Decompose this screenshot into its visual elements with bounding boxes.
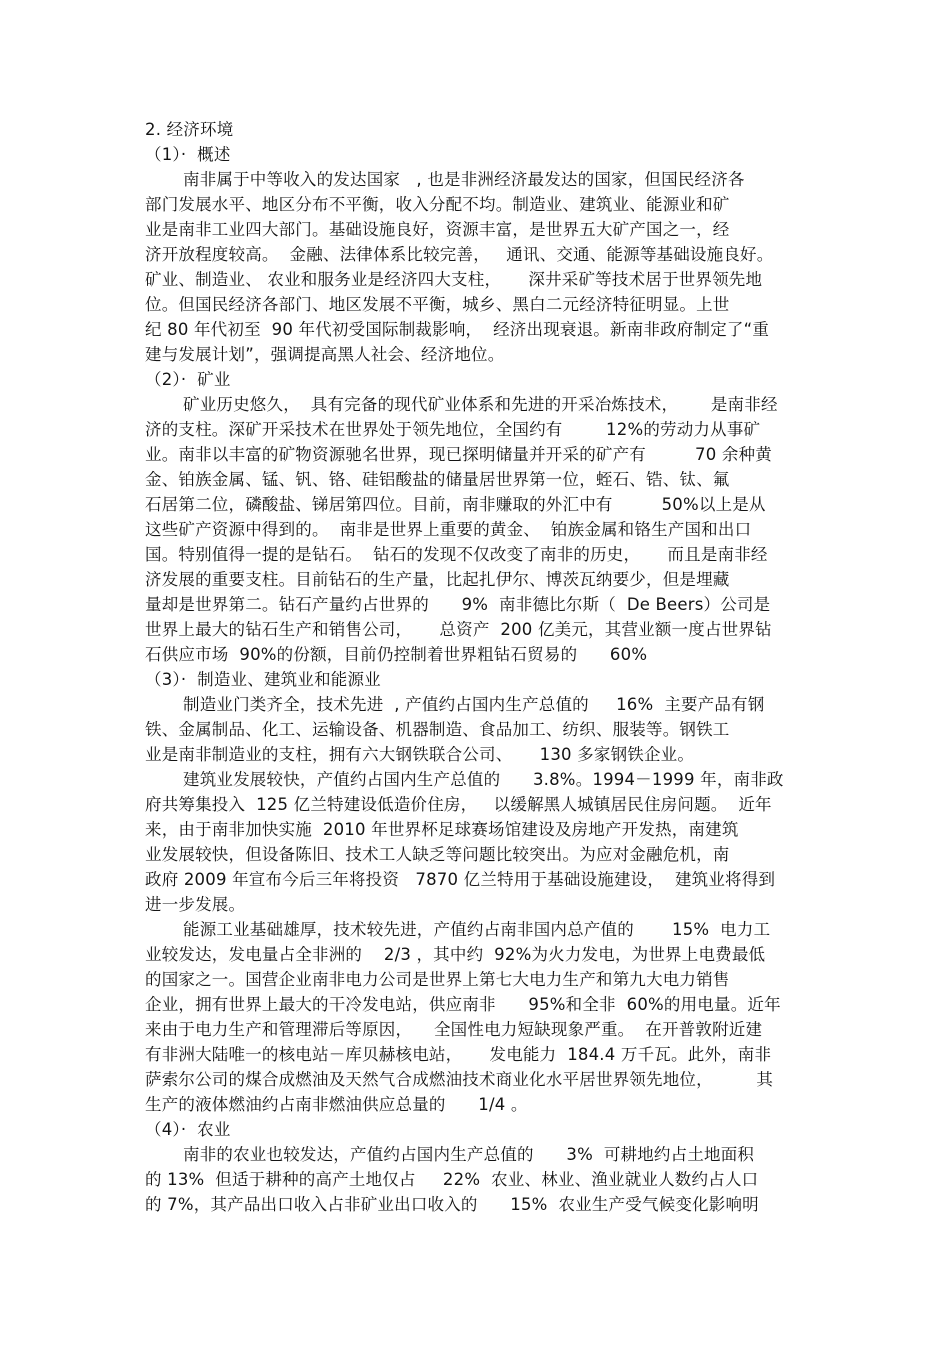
subsection-heading: （3）· 制造业、建筑业和能源业 (145, 670, 381, 689)
text-line: 生产的液体燃油约占南非燃油供应总量的 1/4 。 (145, 1095, 528, 1114)
text-line: 业发展较快，但设备陈旧、技术工人缺乏等问题比较突出。为应对金融危机，南 (145, 845, 730, 864)
text-line: 南非属于中等收入的发达国家 , 也是非洲经济最发达的国家，但国民经济各 (183, 170, 745, 189)
text-line: 业较发达，发电量占全非洲的 2/3 ，其中约 92%为火力发电，为世界上电费最低 (145, 945, 766, 964)
text-line: 能源工业基础雄厚，技术较先进，产值约占南非国内总产值的 15% 电力工 (183, 920, 771, 939)
text-line: 的 13% 但适于耕种的高产土地仅占 22% 农业、林业、渔业就业人数约占人口 (145, 1170, 759, 1189)
text-line: 矿业、制造业、 农业和服务业是经济四大支柱， 深井采矿等技术居于世界领先地 (145, 270, 763, 289)
text-line: 位。但国民经济各部门、地区发展不平衡，城乡、黑白二元经济特征明显。上世 (145, 295, 730, 314)
text-line: 建与发展计划”，强调提高黑人社会、经济地位。 (145, 345, 505, 364)
text-line: 企业，拥有世界上最大的干冷发电站，供应南非 95%和全非 60%的用电量。近年 (145, 995, 781, 1014)
text-line: 南非的农业也较发达，产值约占国内生产总值的 3% 可耕地约占土地面积 (183, 1145, 755, 1164)
text-line: 国。特别值得一提的是钻石。 钻石的发现不仅改变了南非的历史， 而且是南非经 (145, 545, 768, 564)
text-line: 有非洲大陆唯一的核电站－库贝赫核电站， 发电能力 184.4 万千瓦。此外，南非 (145, 1045, 772, 1064)
text-line: 业。南非以丰富的矿物资源驰名世界，现已探明储量并开采的矿产有 70 余种黄 (145, 445, 772, 464)
text-line: 世界上最大的钻石生产和销售公司， 总资产 200 亿美元，其营业额一度占世界钻 (145, 620, 772, 639)
section-heading: 2. 经济环境 (145, 120, 234, 139)
text-line: 部门发展水平、地区分布不平衡，收入分配不均。制造业、建筑业、能源业和矿 (145, 195, 730, 214)
text-line: 进一步发展。 (145, 895, 246, 914)
text-line: 铁、金属制品、化工、运输设备、机器制造、食品加工、纺织、服装等。钢铁工 (145, 720, 730, 739)
text-line: 业是南非制造业的支柱，拥有六大钢铁联合公司、 130 多家钢铁企业。 (145, 745, 695, 764)
text-line: 石居第二位，磷酸盐、锑居第四位。目前，南非赚取的外汇中有 50%以上是从 (145, 495, 766, 514)
text-line: 府共筹集投入 125 亿兰特建设低造价住房， 以缓解黑人城镇居民住房问题。 近年 (145, 795, 772, 814)
text-line: 政府 2009 年宣布今后三年将投资 7870 亿兰特用于基础设施建设， 建筑业将得到 (145, 870, 776, 889)
subsection-heading: （4）· 农业 (145, 1120, 231, 1139)
text-line: 建筑业发展较快，产值约占国内生产总值的 3.8%。1994－1999 年，南非政 (183, 770, 784, 789)
text-line: 金、铂族金属、锰、钒、铬、硅铝酸盐的储量居世界第一位，蛭石、锆、钛、氟 (145, 470, 730, 489)
text-line: 来，由于南非加快实施 2010 年世界杯足球赛场馆建设及房地产开发热，南建筑 (145, 820, 739, 839)
text-line: 纪 80 年代初至 90 年代初受国际制裁影响， 经济出现衰退。新南非政府制定了“重 (145, 320, 770, 339)
text-line: 制造业门类齐全，技术先进 , 产值约占国内生产总值的 16% 主要产品有钢 (183, 695, 765, 714)
text-line: 济发展的重要支柱。目前钻石的生产量，比起扎伊尔、博茨瓦纳要少，但是埋藏 (145, 570, 730, 589)
text-line: 这些矿产资源中得到的。 南非是世界上重要的黄金、 铂族金属和铬生产国和出口 (145, 520, 752, 539)
text-line: 的国家之一。国营企业南非电力公司是世界上第七大电力生产和第九大电力销售 (145, 970, 730, 989)
text-line: 石供应市场 90%的份额，目前仍控制着世界粗钻石贸易的 60% (145, 645, 648, 664)
text-line: 来由于电力生产和管理滞后等原因， 全国性电力短缺现象严重。 在开普敦附近建 (145, 1020, 763, 1039)
text-line: 萨索尔公司的煤合成燃油及天然气合成燃油技术商业化水平居世界领先地位， 其 (145, 1070, 774, 1089)
text-line: 济的支柱。深矿开采技术在世界处于领先地位，全国约有 12%的劳动力从事矿 (145, 420, 761, 439)
text-line: 矿业历史悠久， 具有完备的现代矿业体系和先进的开采冶炼技术， 是南非经 (183, 395, 778, 414)
subsection-heading: （1）· 概述 (145, 145, 231, 164)
text-line: 量却是世界第二。钻石产量约占世界的 9% 南非德比尔斯（ De Beers）公司是 (145, 595, 771, 614)
text-line: 济开放程度较高。 金融、法律体系比较完善， 通讯、交通、能源等基础设施良好。 (145, 245, 774, 264)
subsection-heading: （2）· 矿业 (145, 370, 231, 389)
text-line: 的 7%，其产品出口收入占非矿业出口收入的 15% 农业生产受气候变化影响明 (145, 1195, 759, 1214)
text-line: 业是南非工业四大部门。基础设施良好，资源丰富，是世界五大矿产国之一，经 (145, 220, 730, 239)
